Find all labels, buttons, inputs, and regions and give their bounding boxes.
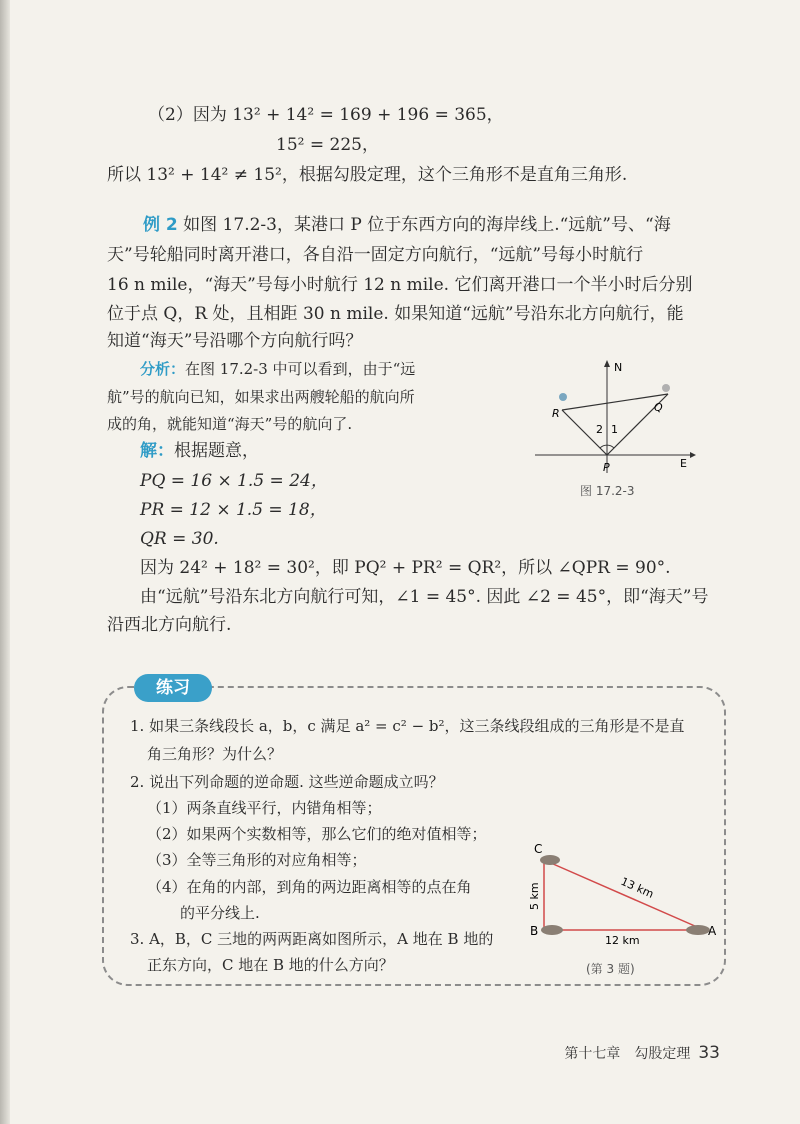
analysis-line1 — [140, 358, 415, 380]
east-arrowhead — [690, 452, 696, 458]
segment-ac — [544, 860, 704, 930]
label-n: N — [614, 361, 623, 374]
label-bc-distance: 5 km — [528, 882, 541, 910]
example2-text4: 位于点 Q，R 处，且相距 30 n mile. 如果知道“远航”号沿东北方向航行，能 — [107, 304, 684, 324]
exercise-q1-line2: 角三角形？为什么？ — [147, 745, 283, 763]
town-a-icon — [686, 925, 710, 935]
example2-label: 例 2 — [143, 215, 178, 235]
exercise-q2-3: （3）全等三角形的对应角相等； — [147, 851, 367, 869]
page-number: 33 — [698, 1043, 720, 1063]
exercise-q3-line2: 正东方向，C 地在 B 地的什么方向？ — [147, 956, 394, 974]
ship-haitian-icon — [559, 393, 567, 401]
solution-label: 解： — [140, 441, 174, 461]
analysis-text2: 航”号的航向已知，如果求出两艘轮船的航向所 — [107, 388, 415, 406]
town-c-icon — [540, 855, 560, 865]
example2-text2: 天”号轮船同时离开港口，各自沿一固定方向航行，“远航”号每小时航行 — [107, 245, 644, 265]
figure-q3-caption: (第 3 题) — [586, 962, 635, 976]
example2-line1 — [143, 214, 671, 236]
solution-part2-line2: 15² = 225， — [276, 135, 379, 155]
example2-text5: 知道“海天”号沿哪个方向航行吗？ — [107, 331, 363, 351]
exercise-q2-4b: 的平分线上. — [180, 904, 260, 922]
exercise-tab: 练习 — [134, 674, 212, 702]
exercise-q3-line1: 3. A，B，C 三地的两两距离如图所示，A 地在 B 地的 — [130, 930, 494, 948]
conclusion-line2: 由“远航”号沿东北方向航行可知，∠1 = 45°. 因此 ∠2 = 45°，即“海天”号 — [140, 587, 709, 607]
label-ab-distance: 12 km — [605, 934, 640, 947]
equation-qr: QR = 30. — [140, 529, 219, 549]
label-q: Q — [654, 401, 663, 414]
segment-rq — [562, 394, 668, 410]
label-r: R — [552, 407, 560, 420]
solution-intro: 根据题意， — [174, 441, 259, 461]
figure-17-2-3-caption: 图 17.2-3 — [580, 484, 635, 498]
label-angle2: 2 — [596, 423, 603, 436]
conclusion-line1: 因为 24² + 18² = 30²，即 PQ² + PR² = QR²，所以 ∠QPR = 90°. — [140, 558, 671, 578]
analysis-text3: 成的角，就能知道“海天”号的航向了. — [107, 415, 353, 433]
label-ac-distance: 13 km — [618, 874, 656, 901]
analysis-label: 分析： — [140, 360, 186, 378]
chapter-title: 第十七章 勾股定理 — [564, 1046, 691, 1062]
conclusion-line3: 沿西北方向航行. — [107, 615, 232, 635]
label-a: A — [708, 924, 717, 938]
page-footer — [564, 1043, 720, 1063]
figure-q3 — [522, 838, 722, 948]
exercise-q1-line1: 1. 如果三条线段长 a，b，c 满足 a² = c² − b²，这三条线段组成的三角形是不是直 — [130, 717, 685, 735]
solution-part2-line1: （2）因为 13² + 14² = 169 + 196 = 365， — [148, 105, 504, 125]
exercise-q2-2: （2）如果两个实数相等，那么它们的绝对值相等； — [147, 825, 487, 843]
north-arrowhead — [604, 360, 610, 367]
equation-pq: PQ = 16 × 1.5 = 24， — [140, 471, 328, 491]
solution-line — [140, 440, 259, 462]
label-c: C — [534, 842, 543, 856]
exercise-q2-1: （1）两条直线平行，内错角相等； — [147, 799, 382, 817]
example2-text3: 16 n mile，“海天”号每小时航行 12 n mile. 它们离开港口一个半小时后分别 — [107, 275, 693, 295]
example2-text1: 如图 17.2-3，某港口 P 位于东西方向的海岸线上.“远航”号、“海 — [183, 215, 671, 235]
exercise-q2-4a: （4）在角的内部，到角的两边距离相等的点在角 — [147, 878, 472, 896]
exercise-q2: 2. 说出下列命题的逆命题. 这些逆命题成立吗？ — [130, 773, 444, 791]
ship-yuanhang-icon — [662, 384, 670, 392]
solution-part2-line3: 所以 13² + 14² ≠ 15²，根据勾股定理，这个三角形不是直角三角形. — [107, 165, 628, 185]
equation-pr: PR = 12 × 1.5 = 18， — [140, 500, 327, 520]
label-angle1: 1 — [611, 423, 618, 436]
page-binding-shadow — [0, 0, 10, 1124]
analysis-text1: 在图 17.2-3 中可以看到，由于“远 — [185, 360, 416, 378]
town-b-icon — [541, 925, 563, 935]
label-b: B — [530, 924, 539, 938]
label-e: E — [680, 457, 687, 470]
label-p: P — [603, 461, 610, 474]
